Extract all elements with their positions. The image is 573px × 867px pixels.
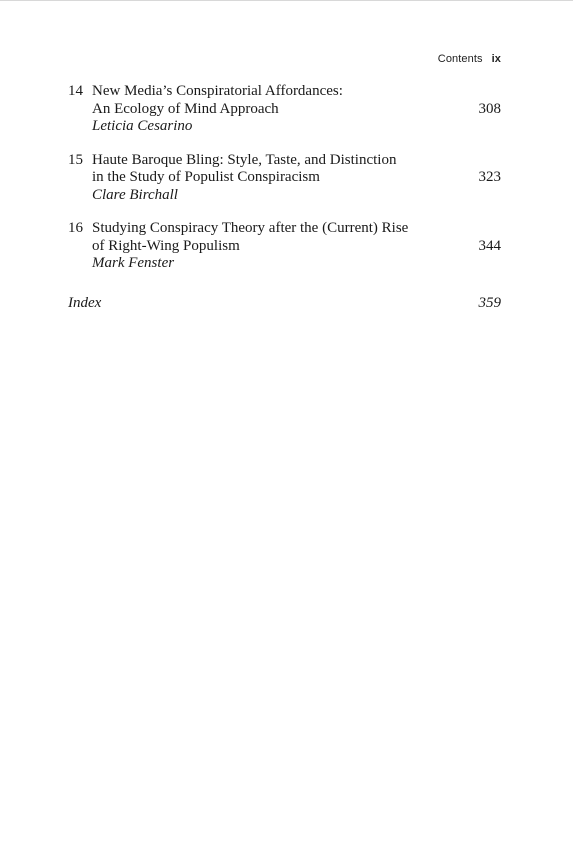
chapter-title-line-2: of Right-Wing Populism	[92, 237, 240, 254]
running-head-section: Contents	[437, 53, 483, 65]
toc-entry-index	[68, 295, 501, 313]
chapter-number: 15	[68, 151, 83, 168]
chapter-body	[92, 220, 441, 273]
chapter-page-number: 344	[478, 237, 501, 254]
chapter-title-line-1: Haute Baroque Bling: Style, Taste, and Distinction	[92, 151, 397, 168]
chapter-author: Clare Birchall	[92, 186, 178, 203]
chapter-title-line-1: Studying Conspiracy Theory after the (Current) Rise	[92, 220, 409, 236]
chapter-body	[92, 152, 441, 205]
table-of-contents	[68, 83, 501, 312]
chapter-number: 14	[68, 83, 83, 99]
page-folio: ix	[491, 53, 501, 65]
chapter-author: Leticia Cesarino	[92, 118, 193, 134]
chapter-number: 16	[68, 220, 83, 236]
chapter-title-line-2: in the Study of Populist Conspiracism	[92, 169, 320, 185]
toc-entry-15	[68, 152, 501, 205]
running-head	[438, 53, 501, 65]
index-page-number: 359	[478, 294, 501, 311]
chapter-body	[92, 83, 441, 136]
toc-entry-14	[68, 83, 501, 136]
chapter-page-number: 308	[478, 100, 501, 117]
chapter-page-number: 323	[478, 169, 501, 185]
toc-entry-16	[68, 220, 501, 273]
chapter-title-line-1: New Media’s Conspiratorial Affordances:	[92, 83, 343, 99]
chapter-title-line-2: An Ecology of Mind Approach	[92, 100, 279, 117]
chapter-author: Mark Fenster	[92, 255, 175, 271]
index-label: Index	[68, 294, 102, 311]
